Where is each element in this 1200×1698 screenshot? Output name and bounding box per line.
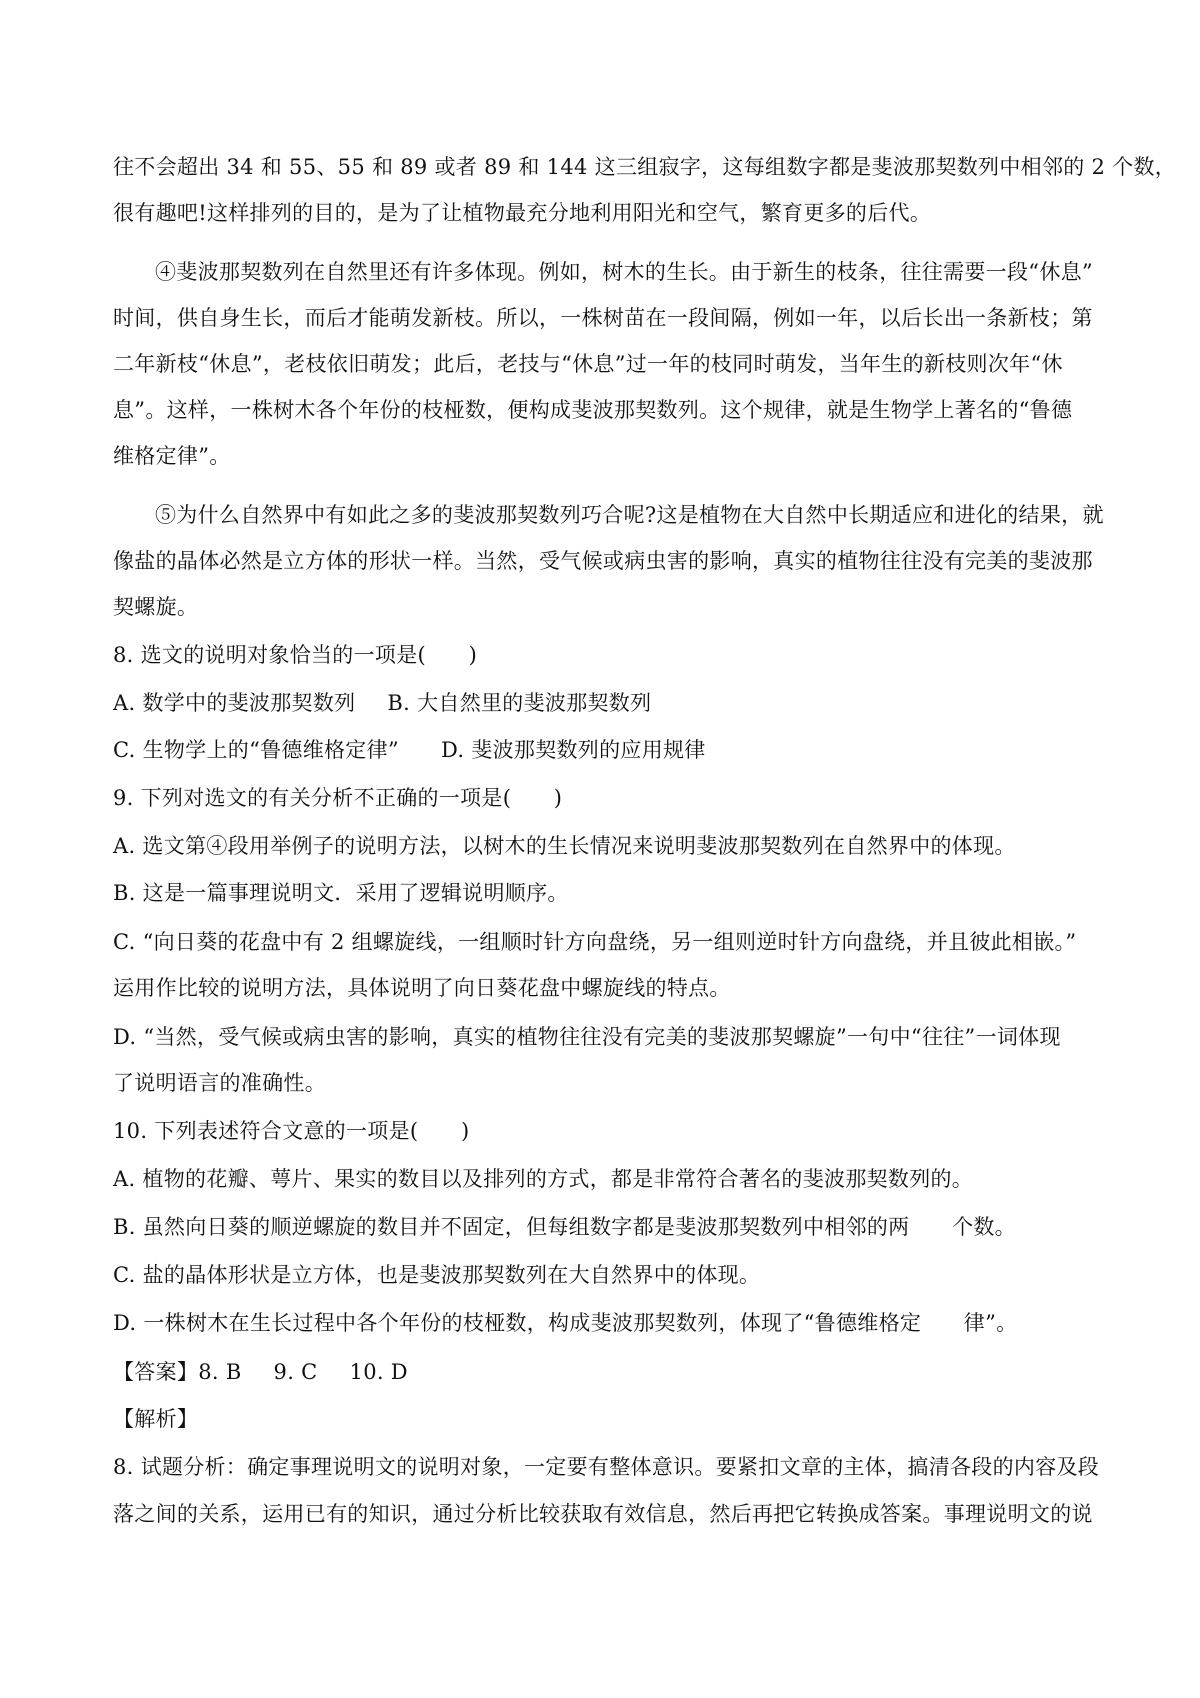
question-9-option-c: C. “向日葵的花盘中有 2 组螺旋线，一组顺时针方向盘绕，另一组则逆时针方向盘绕，并且彼此相嵌。” [113,930,1077,954]
question-9-option-d-cont: 了说明语言的准确性。 [113,1071,326,1095]
answer-8: 8. B [198,1360,242,1384]
answer-9: 9. C [273,1360,318,1384]
passage-p5-line: 契螺旋。 [113,595,199,619]
question-10-stem: 10. 下列表述符合文意的一项是( ) [113,1119,470,1143]
question-8-option-a: A. 数学中的斐波那契数列 [113,691,356,715]
answer-label: 【答案】 [113,1360,199,1384]
question-9-option-d: D. “当然，受气候或病虫害的影响，真实的植物往往没有完美的斐波那契螺旋”一句中“往往”一词体现 [113,1025,1061,1049]
passage-p4-line: 二年新枝“休息”，老枝依旧萌发；此后，老技与“休息”过一年的枝同时萌发，当年生的新枝则次年“休 [113,352,1063,376]
question-10-option-a: A. 植物的花瓣、萼片、果实的数目以及排列的方式，都是非常符合著名的斐波那契数列的。 [113,1167,974,1191]
question-8-option-b: B. 大自然里的斐波那契数列 [387,691,652,715]
passage-p4-line: ④斐波那契数列在自然里还有许多体现。例如，树木的生长。由于新生的枝条，往往需要一段“休息” [155,260,1093,284]
question-10-option-b: B. 虽然向日葵的顺逆螺旋的数目并不固定，但每组数字都是斐波那契数列中相邻的两 个数。 [113,1215,1016,1239]
analysis-line: 8. 试题分析：确定事理说明文的说明对象，一定要有整体意识。要紧扣文章的主体，搞清各段的内容及段 [113,1455,1100,1479]
analysis-label: 【解析】 [113,1407,199,1431]
question-8-option-c: C. 生物学上的“鲁德维格定律” [113,738,399,762]
passage-p3-line: 往不会超出 34 和 55、55 和 89 或者 89 和 144 这三组寂字，这每组数字都是斐波那契数列中相邻的 2 个数， [113,155,1177,179]
answer-10: 10. D [349,1360,408,1384]
question-9-option-b: B. 这是一篇事理说明文．采用了逻辑说明顺序。 [113,881,569,905]
question-8-options-cd [113,735,706,765]
analysis-line: 落之间的关系，运用已有的知识，通过分析比较获取有效信息，然后再把它转换成答案。事理说明文的说 [113,1502,1093,1526]
question-10-option-c: C. 盐的晶体形状是立方体，也是斐波那契数列在大自然界中的体现。 [113,1263,761,1287]
question-9-option-a: A. 选文第④段用举例子的说明方法，以树木的生长情况来说明斐波那契数列在自然界中的体现。 [113,834,1016,858]
passage-p4-line: 时间，供自身生长，而后才能萌发新枝。所以，一株树苗在一段间隔，例如一年，以后长出一条新枝；第 [113,306,1093,330]
question-8-options-ab [113,688,651,718]
passage-p3-line: 很有趣吧!这样排列的目的，是为了让植物最充分地利用阳光和空气，繁育更多的后代。 [113,201,932,225]
question-8-stem: 8. 选文的说明对象恰当的一项是( ) [113,643,478,667]
passage-p4-line: 息”。这样，一株树木各个年份的枝桠数，便构成斐波那契数列。这个规律，就是生物学上著名的“鲁德 [113,398,1073,422]
passage-p4-line: 维格定律”。 [113,444,231,468]
question-10-option-d: D. 一株树木在生长过程中各个年份的枝桠数，构成斐波那契数列，体现了“鲁德维格定 律”。 [113,1311,1018,1335]
passage-p5-line: ⑤为什么自然界中有如此之多的斐波那契数列巧合呢?这是植物在大自然中长期适应和进化的结果，就 [155,503,1104,527]
passage-p5-line: 像盐的晶体必然是立方体的形状一样。当然，受气候或病虫害的影响，真实的植物往往没有完美的斐波那 [113,549,1093,573]
question-9-option-c-cont: 运用作比较的说明方法，具体说明了向日葵花盘中螺旋线的特点。 [113,976,731,1000]
answer-line [113,1357,408,1387]
question-9-stem: 9. 下列对选文的有关分析不正确的一项是( ) [113,786,563,810]
question-8-option-d: D. 斐波那契数列的应用规律 [440,738,706,762]
